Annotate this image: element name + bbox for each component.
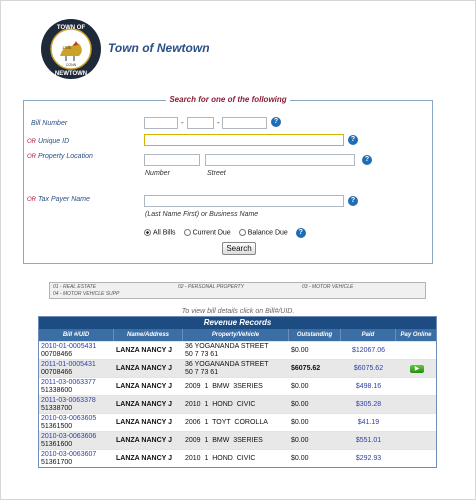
seal-state: CONN <box>65 63 77 67</box>
property-vehicle: 2009 1 BMW 3SERIES <box>185 437 263 444</box>
bill-cell <box>39 342 114 359</box>
uid-text: 51338600 <box>41 387 73 394</box>
paid-amount: $551.01 <box>355 437 382 444</box>
owner-name: LANZA NANCY J <box>116 419 173 426</box>
outstanding-amount: $0.00 <box>291 401 309 408</box>
page-title: Town of Newtown <box>108 41 210 55</box>
bill-cell <box>39 414 114 431</box>
owner-name: LANZA NANCY J <box>116 455 173 462</box>
owner-name: LANZA NANCY J <box>116 437 173 444</box>
uid-text: 51361700 <box>41 459 73 466</box>
bill-link[interactable]: 2011-03-0063378 <box>41 397 96 404</box>
col-bill-uid: Bill #/UID <box>39 329 114 341</box>
bill-link[interactable]: 2011-01-0005431 <box>41 361 96 368</box>
bill-cell <box>39 378 114 395</box>
property-vehicle: 2009 1 BMW 3SERIES <box>185 383 263 390</box>
uid-text: 00708466 <box>41 351 73 358</box>
uid-text: 51361600 <box>41 441 73 448</box>
tax-payer-help-icon[interactable]: ? <box>348 196 358 206</box>
bill-number-label <box>31 120 67 127</box>
code-motor-vehicle: 03 - MOTOR VEHICLE <box>302 284 354 290</box>
tax-payer-input[interactable] <box>144 195 344 207</box>
filter-radio-group <box>144 228 306 238</box>
bill-dash-2: - <box>217 118 220 127</box>
pay-online-cell <box>396 450 436 467</box>
paid-amount: $6075.62 <box>353 365 384 372</box>
bill-type-legend <box>49 282 426 299</box>
table-header-row <box>39 329 436 341</box>
seal-top-text: TOWN OF <box>56 25 86 31</box>
bill-number-label-text: Bill Number <box>31 120 68 127</box>
unique-id-label-text: Unique ID <box>38 138 70 145</box>
pay-online-cell <box>396 342 436 359</box>
property-vehicle: 2010 1 HOND CIVIC <box>185 401 256 408</box>
radio-current-due[interactable] <box>184 229 191 236</box>
filter-current-due[interactable] <box>184 229 231 236</box>
paid-amount: $292.93 <box>355 455 382 462</box>
property-vehicle: 2010 1 HOND CIVIC <box>185 455 256 462</box>
code-personal-property: 02 - PERSONAL PROPERTY <box>178 284 244 290</box>
outstanding-amount: $0.00 <box>291 437 309 444</box>
uid-text: 00708466 <box>41 369 73 376</box>
bill-cell <box>39 360 114 377</box>
bill-cell <box>39 432 114 449</box>
table-row <box>39 377 436 395</box>
paid-amount: $41.19 <box>357 419 380 426</box>
outstanding-amount: $0.00 <box>291 383 309 390</box>
unique-id-help-icon[interactable]: ? <box>348 135 358 145</box>
owner-name: LANZA NANCY J <box>116 365 173 372</box>
bill-cell <box>39 450 114 467</box>
bill-link[interactable]: 2010-03-0063606 <box>41 433 97 440</box>
col-property-vehicle: Property/Vehicle <box>183 329 289 341</box>
code-motor-vehicle-supp: 04 - MOTOR VEHICLE SUPP <box>53 291 120 297</box>
number-hint: Number <box>145 170 170 177</box>
table-title: Revenue Records <box>39 317 436 329</box>
owner-name: LANZA NANCY J <box>116 347 173 354</box>
property-vehicle: 36 YOGANANDA STREET 50 7 73 61 <box>185 343 269 358</box>
owner-name: LANZA NANCY J <box>116 401 173 408</box>
street-hint: Street <box>207 170 226 177</box>
property-vehicle: 2006 1 TOYT COROLLA <box>185 419 268 426</box>
property-location-help-icon[interactable]: ? <box>362 155 372 165</box>
outstanding-amount: $0.00 <box>291 455 309 462</box>
outstanding-amount: $0.00 <box>291 347 309 354</box>
bill-link[interactable]: 2010-03-0063607 <box>41 451 97 458</box>
col-name-address: Name/Address <box>114 329 183 341</box>
bill-link[interactable]: 2011-03-0063377 <box>41 379 96 386</box>
search-legend-text: Search for one of the following <box>166 95 289 104</box>
pay-online-cell <box>396 396 436 413</box>
table-row <box>39 359 436 377</box>
bill-link[interactable]: 2010-01-0005431 <box>41 343 97 350</box>
tax-payer-label-text: Tax Payer Name <box>38 196 90 203</box>
search-legend <box>24 95 432 104</box>
filter-balance-due[interactable] <box>239 229 288 236</box>
table-row <box>39 449 436 467</box>
table-row <box>39 395 436 413</box>
tax-payer-hint: (Last Name First) or Business Name <box>145 211 259 218</box>
pay-online-cell <box>396 360 436 377</box>
bill-cell <box>39 396 114 413</box>
uid-text: 51361500 <box>41 423 73 430</box>
filter-all-bills-label: All Bills <box>153 229 176 237</box>
paid-amount: $498.16 <box>355 383 382 390</box>
table-row <box>39 431 436 449</box>
filter-current-due-label: Current Due <box>192 229 231 237</box>
pay-online-cell <box>396 378 436 395</box>
or-text: OR <box>27 139 36 145</box>
outstanding-amount: $0.00 <box>291 419 309 426</box>
bill-sequence-input[interactable] <box>222 117 267 129</box>
bill-link[interactable]: 2010-03-0063605 <box>41 415 97 422</box>
seal-year: 1705 <box>62 45 71 50</box>
code-real-estate: 01 - REAL ESTATE <box>53 284 97 290</box>
paid-amount: $305.28 <box>355 401 382 408</box>
street-name-input[interactable] <box>205 154 355 166</box>
revenue-records-table <box>38 316 437 468</box>
filter-all-bills[interactable] <box>144 229 176 236</box>
property-location-label-text: Property Location <box>38 153 93 160</box>
town-seal-logo <box>40 18 102 80</box>
filter-help-icon[interactable]: ? <box>296 228 306 238</box>
pay-online-arrow-icon[interactable]: ▶ <box>410 365 424 373</box>
or-text: OR <box>27 154 36 160</box>
pay-online-cell <box>396 414 436 431</box>
property-location-label <box>27 153 93 160</box>
view-details-note: To view bill details click on Bill#/UID. <box>181 308 295 315</box>
col-pay-online: Pay Online <box>400 332 432 338</box>
filter-balance-due-label: Balance Due <box>247 229 288 237</box>
table-body <box>39 341 436 467</box>
property-vehicle: 36 YOGANANDA STREET 50 7 73 61 <box>185 361 269 376</box>
tax-payer-label <box>27 196 90 203</box>
search-button[interactable]: Search <box>222 242 256 255</box>
unique-id-label <box>27 138 69 145</box>
owner-name: LANZA NANCY J <box>116 383 173 390</box>
table-row <box>39 413 436 431</box>
paid-amount: $12067.06 <box>351 347 386 354</box>
radio-balance-due[interactable] <box>239 229 246 236</box>
bill-dash-1: - <box>181 118 184 127</box>
seal-bottom-text: NEWTOWN <box>54 71 88 77</box>
bill-type-input[interactable] <box>187 117 214 129</box>
outstanding-amount: $6075.62 <box>291 365 321 372</box>
pay-online-cell <box>396 432 436 449</box>
or-text: OR <box>27 197 36 203</box>
col-paid: Paid <box>341 329 396 341</box>
bill-number-help-icon[interactable]: ? <box>271 117 281 127</box>
uid-text: 51338700 <box>41 405 73 412</box>
bill-year-input[interactable] <box>144 117 178 129</box>
unique-id-input[interactable] <box>144 134 344 146</box>
radio-all-bills[interactable] <box>144 229 151 236</box>
col-outstanding: Outstanding <box>289 329 341 341</box>
street-number-input[interactable] <box>144 154 200 166</box>
table-row <box>39 341 436 359</box>
